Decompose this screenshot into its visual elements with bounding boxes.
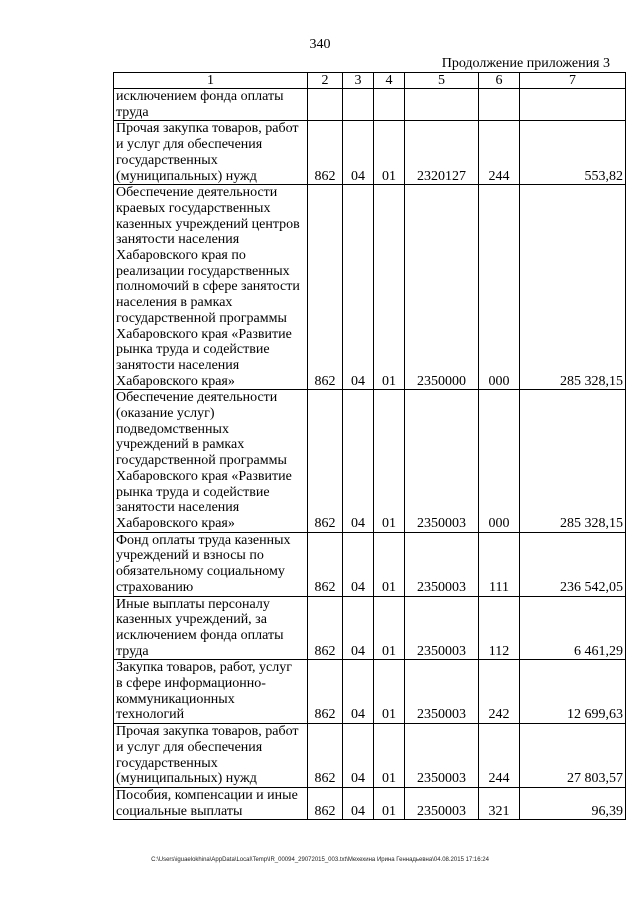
table-row xyxy=(114,787,626,819)
cell-c4: 01 xyxy=(374,787,405,819)
row-description xyxy=(114,787,308,819)
cell-c3: 04 xyxy=(343,787,374,819)
description-line: труда xyxy=(116,643,149,659)
cell-c6: 112 xyxy=(479,596,520,660)
table-row xyxy=(114,532,626,596)
cell-c6: 242 xyxy=(479,660,520,724)
cell-c6: 000 xyxy=(479,185,520,390)
description-line: занятости населения xyxy=(116,232,240,248)
description-line: реализации государственных xyxy=(116,263,290,279)
cell-c7 xyxy=(520,89,626,121)
cell-c4: 01 xyxy=(374,185,405,390)
cell-c7: 285 328,15 xyxy=(520,390,626,532)
description-line: государственных xyxy=(116,152,218,168)
description-line: (оказание услуг) xyxy=(116,406,215,422)
row-description xyxy=(114,596,308,660)
description-line: краевых государственных xyxy=(116,200,271,216)
description-line: страхованию xyxy=(116,579,194,595)
description-line: Закупка товаров, работ, услуг xyxy=(116,660,292,676)
description-line: Хабаровского края» xyxy=(116,373,235,389)
cell-c5: 2350003 xyxy=(405,596,479,660)
description-line: казенных учреждений центров xyxy=(116,216,300,232)
cell-c6: 244 xyxy=(479,724,520,788)
description-line: государственной программы xyxy=(116,453,287,469)
column-header-5: 5 xyxy=(405,73,479,89)
description-line: казенных учреждений, за xyxy=(116,612,267,628)
cell-c3: 04 xyxy=(343,596,374,660)
row-description xyxy=(114,121,308,185)
description-line: населения в рамках xyxy=(116,295,233,311)
cell-c3: 04 xyxy=(343,660,374,724)
description-line: технологий xyxy=(116,707,185,723)
cell-c6: 111 xyxy=(479,532,520,596)
cell-c5 xyxy=(405,89,479,121)
table-row xyxy=(114,660,626,724)
cell-c5: 2320127 xyxy=(405,121,479,185)
row-description xyxy=(114,660,308,724)
description-line: (муниципальных) нужд xyxy=(116,168,257,184)
description-line: в сфере информационно- xyxy=(116,676,266,692)
cell-c6: 000 xyxy=(479,390,520,532)
description-line: Обеспечение деятельности xyxy=(116,185,278,201)
table-row xyxy=(114,596,626,660)
table-row xyxy=(114,89,626,121)
cell-c2: 862 xyxy=(308,596,343,660)
cell-c7: 96,39 xyxy=(520,787,626,819)
description-line: рынка труда и содействие xyxy=(116,342,270,358)
cell-c2: 862 xyxy=(308,787,343,819)
table-row xyxy=(114,185,626,390)
description-line: Пособия, компенсации и иные xyxy=(116,787,298,803)
description-line: Обеспечение деятельности xyxy=(116,390,278,406)
cell-c4: 01 xyxy=(374,532,405,596)
row-description xyxy=(114,532,308,596)
row-description xyxy=(114,185,308,390)
cell-c6: 321 xyxy=(479,787,520,819)
description-line: Прочая закупка товаров, работ xyxy=(116,724,299,740)
cell-c2: 862 xyxy=(308,390,343,532)
description-line: Иные выплаты персоналу xyxy=(116,596,270,612)
description-line: рынка труда и содействие xyxy=(116,484,270,500)
row-description xyxy=(114,89,308,121)
column-header-6: 6 xyxy=(479,73,520,89)
cell-c7: 12 699,63 xyxy=(520,660,626,724)
cell-c4: 01 xyxy=(374,390,405,532)
cell-c3: 04 xyxy=(343,185,374,390)
row-description xyxy=(114,390,308,532)
cell-c7: 6 461,29 xyxy=(520,596,626,660)
description-line: Прочая закупка товаров, работ xyxy=(116,121,299,137)
cell-c4: 01 xyxy=(374,121,405,185)
page-number: 340 xyxy=(309,37,331,52)
cell-c5: 2350003 xyxy=(405,532,479,596)
description-line: учреждений в рамках xyxy=(116,437,245,453)
column-header-4: 4 xyxy=(374,73,405,89)
column-header-2: 2 xyxy=(308,73,343,89)
cell-c5: 2350003 xyxy=(405,660,479,724)
cell-c2: 862 xyxy=(308,724,343,788)
cell-c2: 862 xyxy=(308,660,343,724)
description-line: и услуг для обеспечения xyxy=(116,739,263,755)
cell-c7: 285 328,15 xyxy=(520,185,626,390)
table-row xyxy=(114,121,626,185)
cell-c3: 04 xyxy=(343,532,374,596)
cell-c7: 236 542,05 xyxy=(520,532,626,596)
cell-c3: 04 xyxy=(343,724,374,788)
cell-c4: 01 xyxy=(374,660,405,724)
cell-c2 xyxy=(308,89,343,121)
description-line: полномочий в сфере занятости xyxy=(116,279,300,295)
description-line: Фонд оплаты труда казенных xyxy=(116,532,291,548)
description-line: исключением фонда оплаты xyxy=(116,627,284,643)
description-line: Хабаровского края по xyxy=(116,248,246,264)
table-row xyxy=(114,390,626,532)
description-line: государственных xyxy=(116,755,218,771)
description-line: Хабаровского края «Развитие xyxy=(116,468,292,484)
column-header-7: 7 xyxy=(520,73,626,89)
cell-c4: 01 xyxy=(374,596,405,660)
cell-c4 xyxy=(374,89,405,121)
cell-c6: 244 xyxy=(479,121,520,185)
budget-table xyxy=(113,72,626,820)
description-line: Хабаровского края» xyxy=(116,515,235,531)
cell-c2: 862 xyxy=(308,121,343,185)
cell-c2: 862 xyxy=(308,185,343,390)
cell-c3: 04 xyxy=(343,390,374,532)
description-line: (муниципальных) нужд xyxy=(116,771,257,787)
description-line: занятости населения xyxy=(116,500,240,516)
cell-c5: 2350000 xyxy=(405,185,479,390)
column-header-3: 3 xyxy=(343,73,374,89)
row-description xyxy=(114,724,308,788)
description-line: социальные выплаты xyxy=(116,803,243,819)
description-line: учреждений и взносы по xyxy=(116,548,264,564)
cell-c5: 2350003 xyxy=(405,724,479,788)
description-line: занятости населения xyxy=(116,357,240,373)
file-path-footer: C:\Users\iguaelokhina\AppData\Local\Temp\IR_00094_29072015_003.txt\Мехехина Ирина Геннадьевна\04.08.2015 17:16:24 xyxy=(151,857,489,863)
description-line: и услуг для обеспечения xyxy=(116,137,263,153)
table-header-row xyxy=(114,73,626,89)
cell-c5: 2350003 xyxy=(405,390,479,532)
description-line: исключением фонда оплаты xyxy=(116,89,284,104)
cell-c2: 862 xyxy=(308,532,343,596)
description-line: труда xyxy=(116,104,149,120)
description-line: обязательному социальному xyxy=(116,564,285,580)
cell-c4: 01 xyxy=(374,724,405,788)
cell-c6 xyxy=(479,89,520,121)
cell-c3 xyxy=(343,89,374,121)
continuation-note: Продолжение приложения 3 xyxy=(441,56,610,71)
cell-c3: 04 xyxy=(343,121,374,185)
description-line: Хабаровского края «Развитие xyxy=(116,326,292,342)
column-header-1: 1 xyxy=(114,73,308,89)
cell-c7: 27 803,57 xyxy=(520,724,626,788)
cell-c7: 553,82 xyxy=(520,121,626,185)
description-line: коммуникационных xyxy=(116,691,235,707)
table-row xyxy=(114,724,626,788)
description-line: подведомственных xyxy=(116,421,229,437)
cell-c5: 2350003 xyxy=(405,787,479,819)
description-line: государственной программы xyxy=(116,310,287,326)
